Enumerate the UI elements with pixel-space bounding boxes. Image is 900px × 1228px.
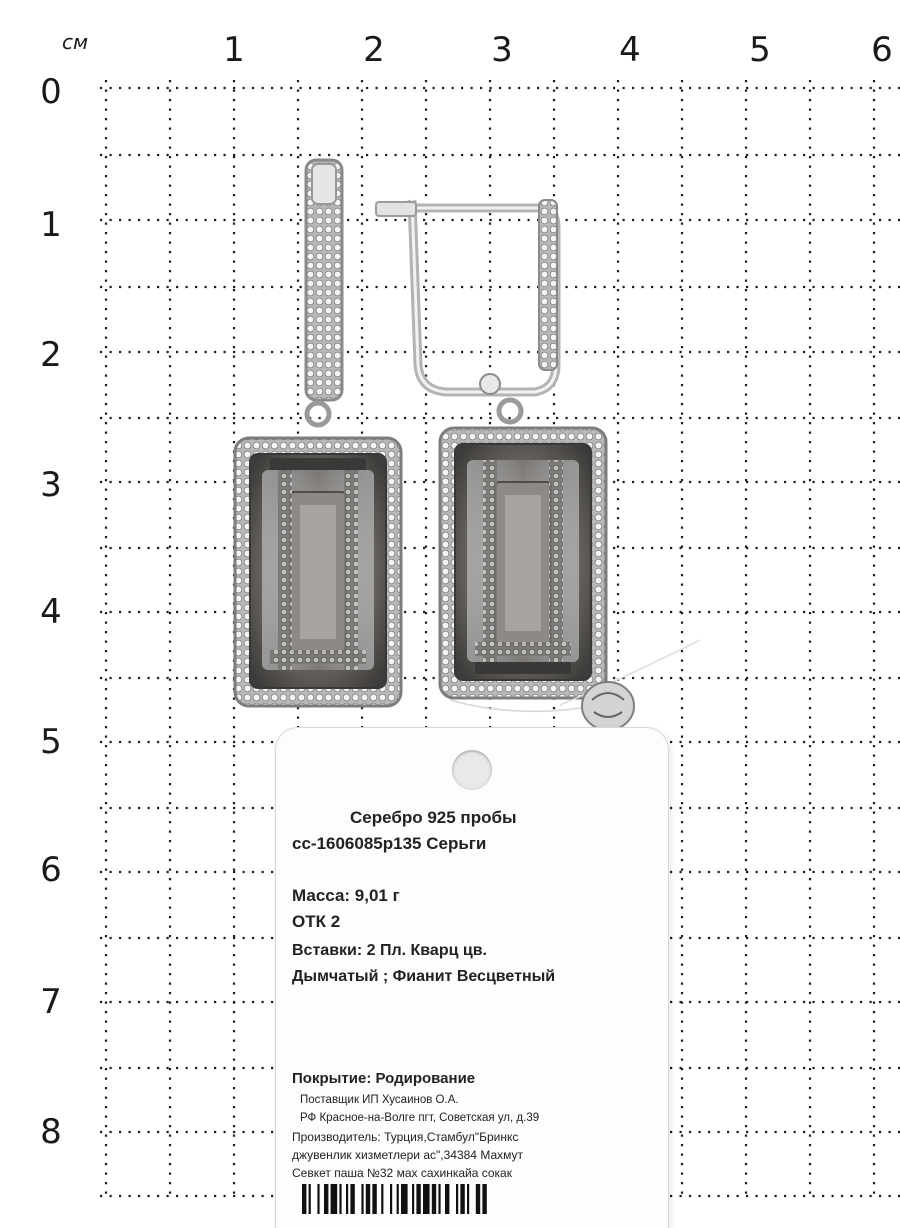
x-tick-6: 6 [871, 30, 893, 70]
tag-inserts-1: Вставки: 2 Пл. Кварц цв. [292, 942, 487, 959]
tag-hole [452, 750, 492, 790]
tag-maker-2: джувенлик хизметлери ас",34384 Махмут [292, 1148, 523, 1162]
tag-maker-3: Севкет паша №32 мах сахинкайа сокак [292, 1166, 512, 1180]
x-tick-4: 4 [619, 30, 641, 70]
tag-otk: ОТК 2 [292, 912, 341, 931]
y-tick-2: 2 [40, 335, 62, 375]
y-tick-3: 3 [40, 465, 62, 505]
right-earring [376, 200, 606, 698]
product-tag [276, 728, 668, 1228]
tag-mass: Масса: 9,01 г [292, 886, 400, 905]
x-tick-2: 2 [363, 30, 385, 70]
x-tick-3: 3 [491, 30, 513, 70]
tag-coating: Покрытие: Родирование [292, 1070, 476, 1087]
tag-metal: Серебро 925 пробы [350, 808, 517, 827]
y-tick-7: 7 [40, 982, 62, 1022]
tag-article: сс-1606085р135 Серьги [292, 834, 487, 853]
left-earring [235, 160, 401, 706]
tag-maker-1: Производитель: Турция,Стамбул"Бринкс [292, 1130, 519, 1144]
y-tick-6: 6 [40, 850, 62, 890]
y-tick-0: 0 [40, 72, 62, 112]
y-tick-8: 8 [40, 1112, 62, 1152]
unit-label: см [62, 30, 89, 54]
x-tick-1: 1 [223, 30, 245, 70]
tag-inserts-2: Дымчатый ; Фианит Весцветный [292, 968, 556, 985]
barcode [302, 1184, 602, 1214]
y-tick-4: 4 [40, 592, 62, 632]
tag-address: РФ Красное-на-Волге пгт, Советская ул, д.39 [300, 1112, 540, 1124]
tag-supplier: Поставщик ИП Хусаинов О.А. [300, 1094, 459, 1106]
y-tick-5: 5 [40, 722, 62, 762]
x-tick-5: 5 [749, 30, 771, 70]
y-tick-1: 1 [40, 205, 62, 245]
